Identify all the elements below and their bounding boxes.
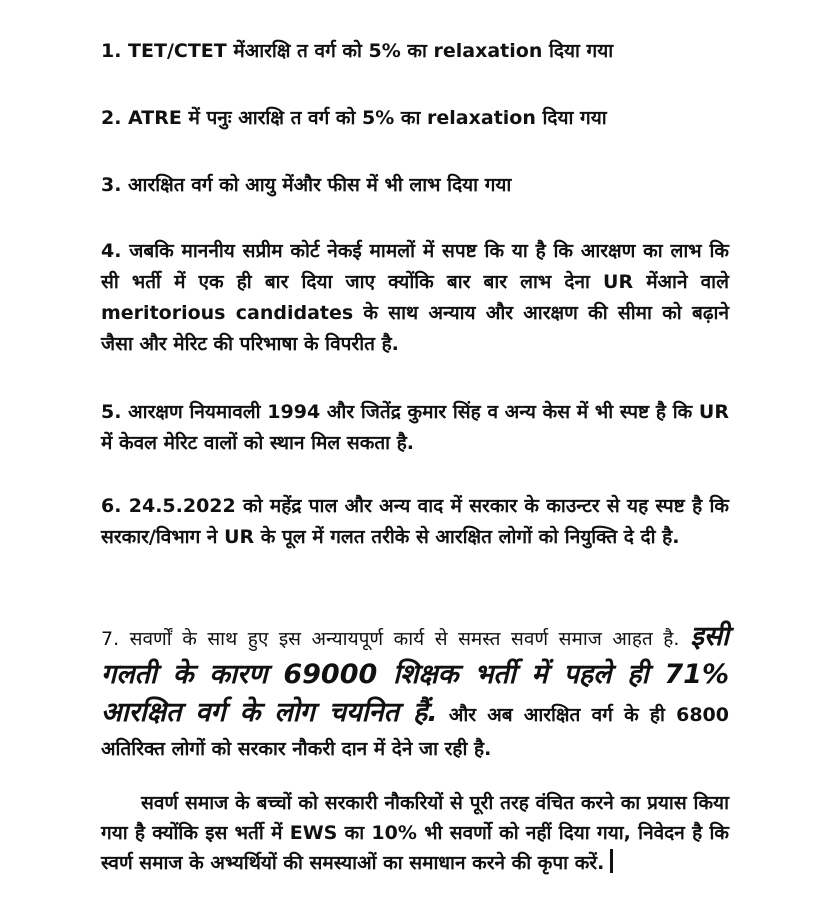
point-7-rest: और अब आरक्षित वर्ग के ही 6800 अतिरिक्त लोगों को सरकार नौकरी दान में देने जा रही है.: [101, 704, 729, 760]
point-7-intro: 7. सवर्णों के साथ हुए इस अन्यायपूर्ण कार्य से समस्त सवर्ण समाज आहत है.: [101, 628, 680, 650]
point-5: 5. आरक्षण नियमावली 1994 और जितेंद्र कुमार सिंह व अन्य केस में भी स्पष्ट है कि UR में केवल मेरिट वालों को स्थान मिल सकता है.: [101, 401, 729, 454]
point-2: 2. ATRE में पनुः आरक्षि त वर्ग को 5% का relaxation दिया गया: [101, 107, 607, 129]
closing-paragraph: [101, 788, 729, 878]
point-7-emphasis: इसी गलती के कारण 69000 शिक्षक भर्ती में पहले ही 71% आरक्षित वर्ग के लोग चयनित हैं.: [101, 621, 729, 728]
point-4: 4. जबकि माननीय सप्रीम कोर्ट नेकई मामलों में सपष्ट कि या है कि आरक्षण का लाभ कि सी भर्ती में एक ही बार दिया जाए क्योंकि बार बार लाभ देना UR मेंआने वाले meritorious candidates के साथ अन्याय और आरक्षण की सीमा को बढ़ाने जैसा और मेरिट की परिभाषा के विपरीत है.: [101, 240, 729, 355]
point-6: 6. 24.5.2022 को महेंद्र पाल और अन्य वाद में सरकार के काउन्टर से यह स्पष्ट है कि सरकार/विभाग ने UR के पूल में गलत तरीके से आरक्षित लोगों को नियुक्ति दे दी है.: [101, 495, 729, 548]
point-1: 1. TET/CTET मेंआरक्षि त वर्ग को 5% का relaxation दिया गया: [101, 40, 614, 62]
text-cursor: [610, 849, 613, 873]
point-3: 3. आरक्षित वर्ग को आयु मेंऔर फीस में भी लाभ दिया गया: [101, 174, 512, 196]
closing-text: सवर्ण समाज के बच्चों को सरकारी नौकरियों से पूरी तरह वंचित करने का प्रयास किया गया है क्योंकि इस भर्ती में EWS का 10% भी सवर्णो को नहीं दिया गया, निवेदन है कि स्वर्ण समाज के अभ्यर्थियों की समस्याओं का समाधान करने की कृपा करें.: [101, 792, 729, 874]
point-7: [101, 618, 729, 766]
